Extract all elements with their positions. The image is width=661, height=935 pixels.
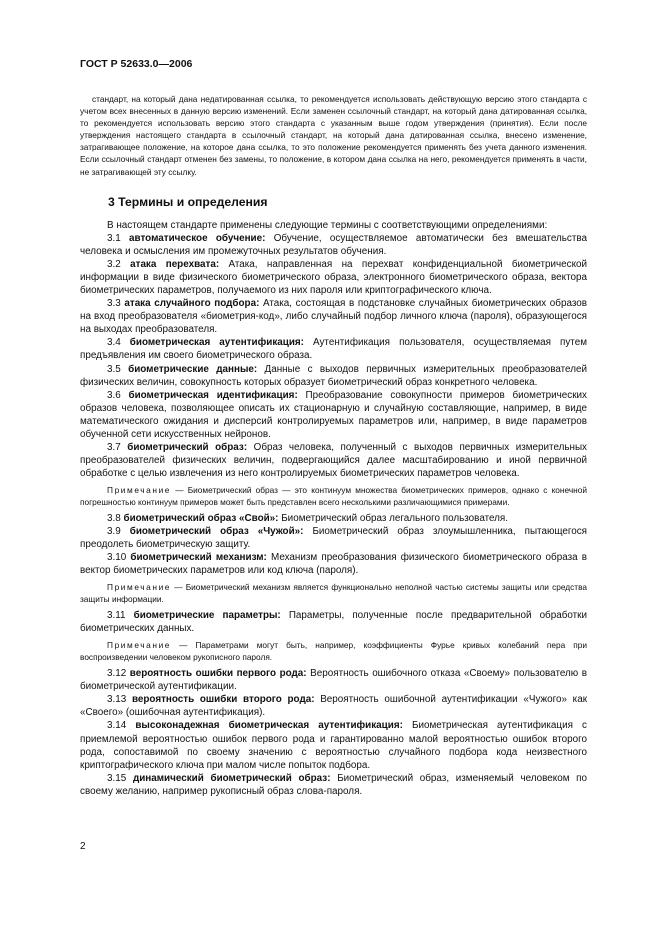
term-paragraph: 3.5 биометрические данные: Данные с выходов первичных измерительных преобразователей физических величин, совокупность которых образует биометрический образ конкретного человека. [80, 363, 587, 388]
term-paragraph: 3.12 вероятность ошибки первого рода: Вероятность ошибочного отказа «Своему» пользователю в биометрической аутентификации. [80, 668, 587, 693]
term-paragraph: 3.13 вероятность ошибки второго рода: Вероятность ошибочной аутентификации «Чужого» как «Своего» (ошибочная аутентификация). [80, 694, 588, 719]
note-label: Примечание [107, 582, 172, 593]
term-name: биометрический образ «Чужой»: [129, 525, 304, 537]
term-paragraph: 3.1 автоматическое обучение: Обучение, осуществляемое автоматически без вмешательства человека и осмысления им промежуточных результатов обучения. [80, 233, 587, 258]
terms-body [80, 219, 587, 798]
term-paragraph: 3.15 динамический биометрический образ: Биометрический образ, изменяемый человеком по своему желанию, например рукописный образ слова-пароля. [80, 772, 588, 797]
term-paragraph: 3.6 биометрическая идентификация: Преобразование совокупности примеров биометрических образов человека, позволяющее описать их стационарную и случайную составляющие, например, в виде математического ожидания и дисперсий контролируемых параметров или, например, в виде параметров обученной сети искусственных нейронов. [80, 389, 587, 440]
page-number: 2 [80, 841, 86, 852]
term-name: атака случайного подбора: [124, 298, 260, 310]
term-paragraph: 3.9 биометрический образ «Чужой»: Биометрический образ злоумышленника, пытающегося преодолеть биометрическую защиту. [80, 525, 588, 551]
term-name: атака перехвата: [130, 259, 220, 271]
term-name: биометрический образ «Свой»: [123, 512, 279, 524]
term-paragraph: 3.10 биометрический механизм: Механизм преобразования физического биометрического образа в вектор биометрических параметров или код ключа (пароля). [80, 552, 587, 577]
term-name: высоконадежная биометрическая аутентификация: [135, 720, 403, 732]
term-name: вероятность ошибки первого рода: [129, 668, 307, 680]
section-title: 3 Термины и определения [108, 195, 268, 209]
term-paragraph: 3.11 биометрические параметры: Параметры, полученные после предварительной обработки биометрических данных. [80, 610, 587, 635]
note-paragraph: Примечание — Биометрический механизм является функционально неполной частью системы защиты или средства защиты информации. [80, 582, 587, 605]
term-name: автоматическое обучение: [129, 233, 266, 245]
term-name: биометрическая идентификация: [128, 389, 298, 401]
note-label: Примечание [107, 484, 172, 495]
term-name: биометрический механизм: [130, 552, 267, 564]
term-paragraph: 3.7 биометрический образ: Образ человека, полученный с выходов первичных измерительных преобразователей физических величин, подвергающийся далее масштабированию и иной первичной обработке с целью извлечения из него контролируемых биометрических параметров человека. [80, 441, 587, 479]
term-name: динамический биометрический образ: [132, 772, 331, 784]
note-paragraph: Примечание — Биометрический образ — это континуум множества биометрических примеров, однако с конечной погрешностью континуум примеров может быть представлен всего несколькими различающимися примерами. [80, 484, 587, 507]
lead-paragraph: В настоящем стандарте применены следующие термины с соответствующими определениями: [107, 220, 548, 231]
term-paragraph: 3.8 биометрический образ «Свой»: Биометрический образ легального пользователя. [107, 512, 509, 524]
term-paragraph: 3.3 атака случайного подбора: Атака, состоящая в подстановке случайных биометрических образов на вход преобразователя «биометрия-код», либо случайный подбор личного ключа (пароля), образующегося на выходах преобразователя. [80, 298, 587, 336]
term-name: биометрические данные: [128, 363, 258, 375]
term-paragraph: 3.2 атака перехвата: Атака, направленная на перехват конфиденциальной биометрической информации в виде физического биометрического образа, электронного биометрического образа, вектора биометрических параметров, получаемого из них пароля или криптографического ключа. [80, 259, 588, 297]
note-label: Примечание [107, 640, 172, 651]
intro-text: стандарт, на который дана недатированная ссылка, то рекомендуется использовать действующую версию этого стандарта с учетом всех внесенных в данную версию изменений. Если заменен ссылочный стандарт, на который дана датированная ссылка, то рекомендуется использовать версию этого стандарта с указанным выше годом утверждения (принятия). Если после утверждения настоящего стандарта в ссылочный стандарт, на который дана датированная ссылка, внесено изменение, затрагивающее положение, на которое дана ссылка, то это положение рекомендуется применять без учета данного изменения. Если ссылочный стандарт отменен без замены, то положение, в котором дана ссылка на него, рекомендуется применять в части, не затрагивающей эту ссылку. [80, 94, 587, 177]
document-header: ГОСТ Р 52633.0—2006 [80, 58, 193, 70]
term-paragraph: 3.4 биометрическая аутентификация: Аутентификация пользователя, осуществляемая путем предъявления им своего биометрического образа. [80, 337, 587, 362]
term-name: биометрические параметры: [133, 610, 281, 622]
note-paragraph: Примечание — Параметрами могут быть, например, коэффициенты Фурье кривых колебаний пера при воспроизведении человеком рукописного пароля. [80, 640, 587, 663]
term-name: вероятность ошибки второго рода: [131, 694, 315, 706]
intro-paragraph [80, 93, 587, 178]
term-name: биометрический образ: [127, 441, 248, 453]
term-name: биометрическая аутентификация: [129, 337, 304, 349]
term-paragraph: 3.14 высоконадежная биометрическая аутентификация: Биометрическая аутентификация с приемлемой вероятностью ошибок первого рода и гарантированно малой вероятностью ошибок второго рода, сопоставимой по своему значению с вероятностью случайного подбора кода неизвестного криптографического ключа при малом числе попыток подбора. [80, 720, 587, 771]
